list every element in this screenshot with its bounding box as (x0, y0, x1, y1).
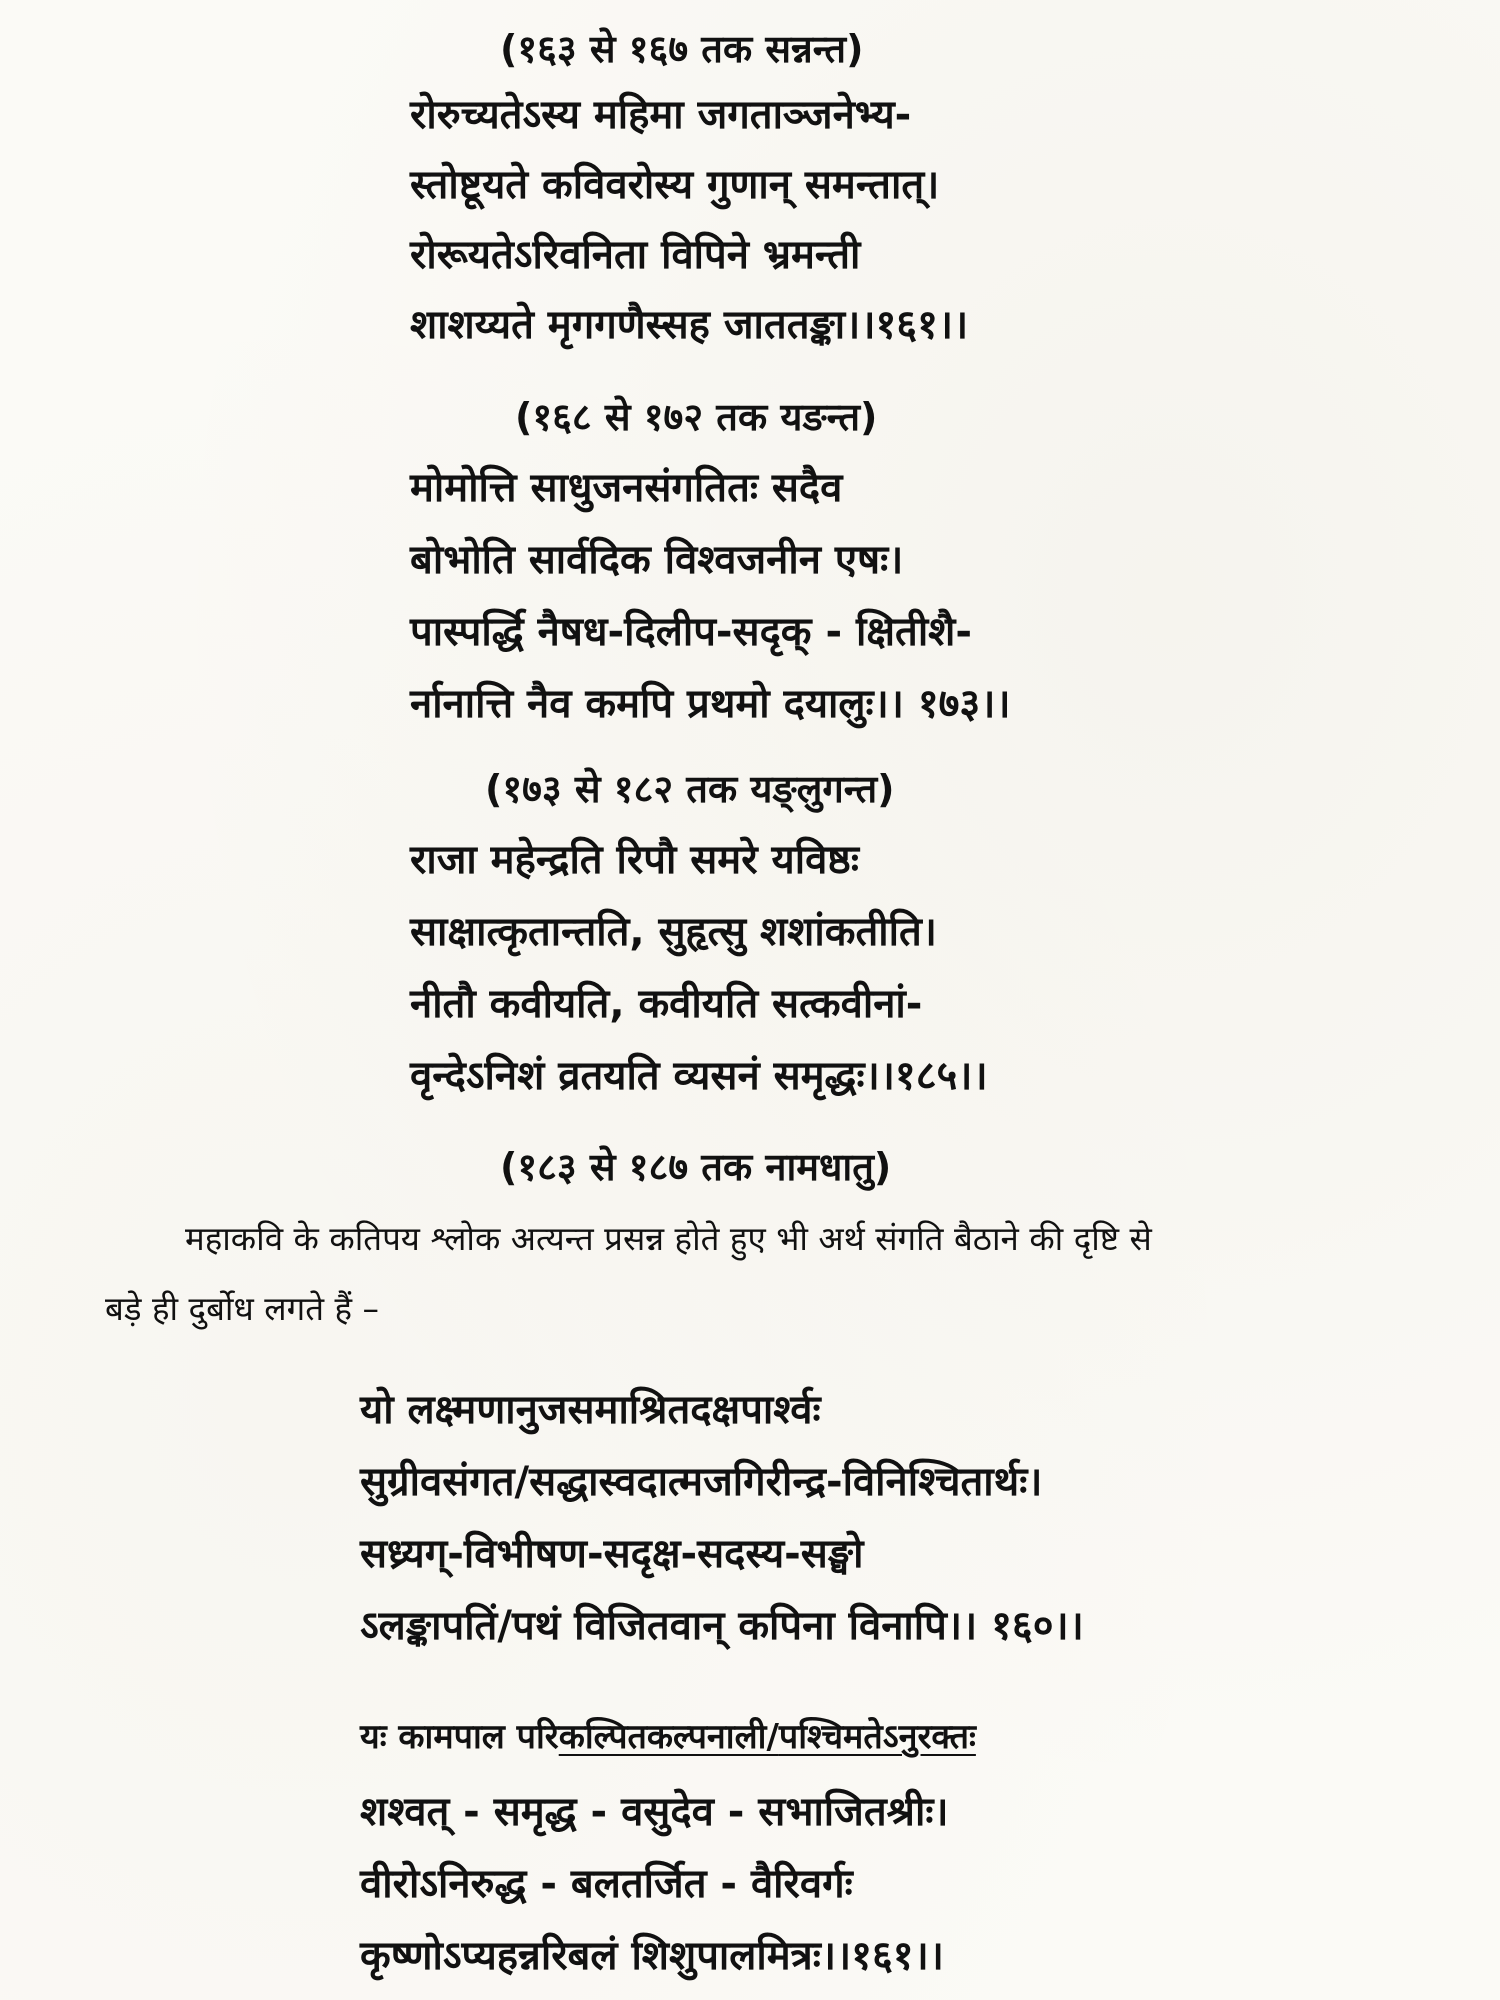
verse-line: यो लक्ष्मणानुजसमाश्रितदक्षपार्श्वः (360, 1387, 821, 1433)
verse-line: रोरूयतेऽरिवनिता विपिने भ्रमन्ती (410, 232, 861, 278)
verse-line: ऽलङ्कापतिं/पथं विजितवान् कपिना विनापि।। १६०।। (360, 1603, 1084, 1649)
verse-line: राजा महेन्द्रति रिपौ समरे यविष्ठः (410, 837, 859, 883)
section-heading-sannanta: (१६३ से १६७ तक सन्नन्त) (500, 27, 864, 71)
prose-paragraph-line: बड़े ही दुर्बोध लगते हैं – (105, 1289, 380, 1328)
verse-line: बोभोति सार्वदिक विश्वजनीन एषः। (410, 537, 904, 583)
section-heading-yanganta: (१६८ से १७२ तक यङन्त) (515, 395, 878, 439)
underlined-text: पश्चिमतेऽनुरक्तः (778, 1717, 976, 1757)
section-heading-namadhatu: (१८३ से १८७ तक नामधातु) (500, 1145, 892, 1189)
verse-line: वीरोऽनिरुद्ध - बलतर्जित - वैरिवर्गः (360, 1861, 853, 1907)
verse-line: शश्वत् - समृद्ध - वसुदेव - सभाजितश्रीः। (360, 1789, 949, 1835)
verse-line: शाशय्यते मृगगणैस्सह जाततङ्का।।१६१।। (410, 302, 969, 348)
verse-line: मोमोत्ति साधुजनसंगतितः सदैव (410, 465, 843, 511)
verse-line: वृन्देऽनिशं व्रतयति व्यसनं समृद्धः।।१८५।। (410, 1053, 988, 1099)
verse-line: नीतौ कवीयति, कवीयति सत्कवीनां- (410, 981, 923, 1027)
verse-line: स्तोष्टूयते कविवरोस्य गुणान् समन्तात्। (410, 162, 940, 208)
prose-paragraph-line: महाकवि के कतिपय श्लोक अत्यन्त प्रसन्न होते हुए भी अर्थ संगति बैठाने की दृष्टि से (185, 1219, 1152, 1258)
verse-line (360, 1717, 976, 1757)
verse-line: र्नानात्ति नैव कमपि प्रथमो दयालुः।। १७३।। (410, 681, 1011, 727)
verse-line: सुग्रीवसंगत/सद्धास्वदात्मजगिरीन्द्र-विनिश्चितार्थः। (360, 1459, 1043, 1505)
section-heading-yangluganta: (१७३ से १८२ तक यङ्लुगन्त) (485, 767, 895, 811)
verse-line: रोरुच्यतेऽस्य महिमा जगताञ्जनेभ्य- (410, 92, 912, 138)
verse-line: पास्पर्द्धि नैषध-दिलीप-सदृक् - क्षितीशै- (410, 609, 972, 655)
verse-text: यः कामपाल परि (360, 1717, 559, 1757)
verse-line: सध्र्यग्-विभीषण-सदृक्ष-सदस्य-सङ्घो (360, 1531, 864, 1577)
verse-line: साक्षात्कृतान्तति, सुहृत्सु शशांकतीति। (410, 909, 937, 955)
verse-line: कृष्णोऽप्यहन्नरिबलं शिशुपालमित्रः।।१६१।। (360, 1933, 944, 1979)
underlined-text: कल्पितकल्पनाली/ (558, 1717, 779, 1757)
